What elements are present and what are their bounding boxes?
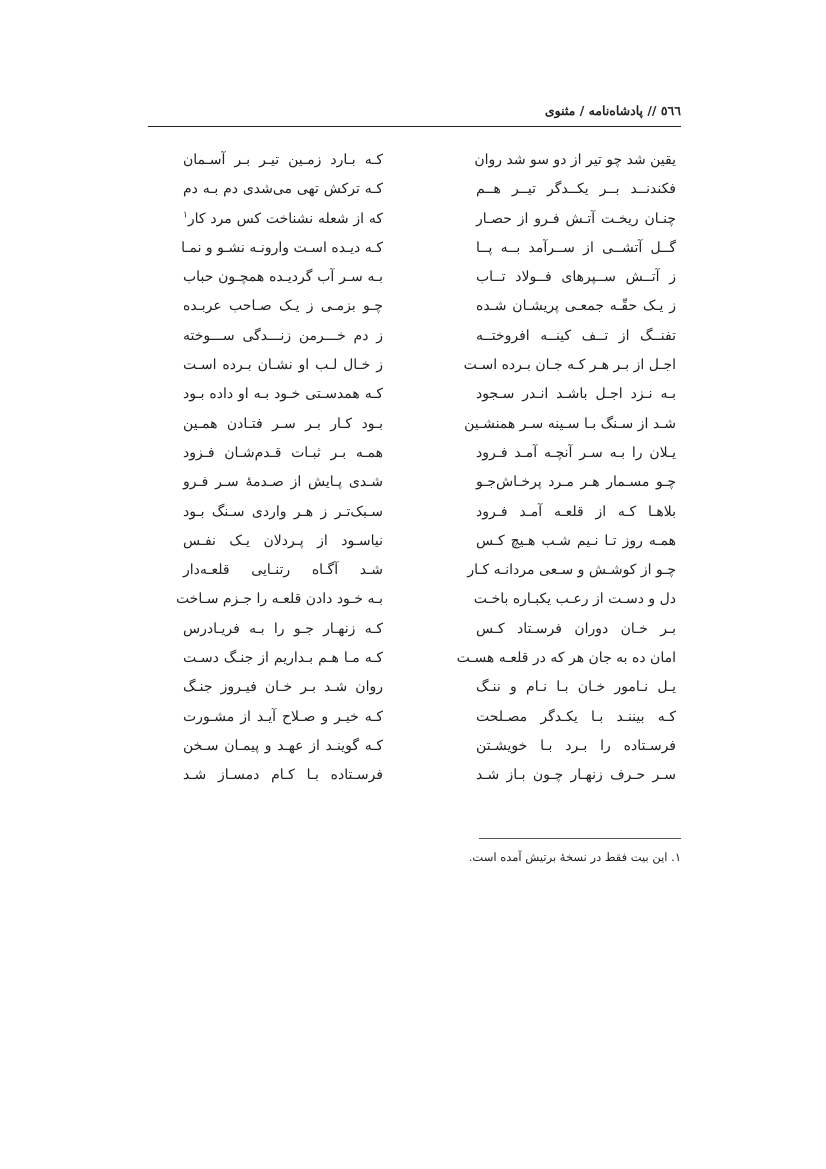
hemistich-left-text: کـه همدسـتی خـود بـه او داده بـود <box>183 386 383 403</box>
hemistich-right: بلاهـا کـه از قلعـه آمـد فـرود <box>476 503 676 520</box>
hemistich-left <box>183 238 383 258</box>
hemistich-left-text: روان شـد بـر خـان فیـروز جنـگ <box>183 679 383 696</box>
hemistich-left-text: همـه بـر ثبـات قـدم‌شـان فـزود <box>183 444 383 461</box>
hemistich-left-text: فرسـتاده بـا کـام دمسـاز شـد <box>183 767 383 784</box>
hemistich-left <box>183 326 383 346</box>
couplet <box>148 703 681 732</box>
running-header <box>148 103 681 123</box>
hemistich-right: ز آتــش ســپرهای فــولاد تــاب <box>476 269 676 286</box>
hemistich-left-text: کـه ترکش تهی می‌شدی دم بـه دم <box>183 181 383 198</box>
hemistich-right: بـر خـان دوران فرسـتاد کـس <box>476 620 676 637</box>
couplet <box>148 351 681 380</box>
couplet <box>148 146 681 175</box>
hemistich-left-text: کـه بـارد زمـین تیـر بـر آسـمان <box>183 152 383 168</box>
hemistich-right: چنـان ریخـت آتـش فـرو از حصـار <box>476 210 676 227</box>
hemistich-left <box>183 384 383 404</box>
hemistich-right: گــل آتشــی از ســرآمد بــه پــا <box>476 239 676 256</box>
hemistich-right: فکندنــد بــر یکــدگر تیــر هــم <box>476 181 676 198</box>
hemistich-left-text: کـه مـا هـم بـداریم از جنـگ دسـت <box>183 650 383 667</box>
footnote-marker: ۱ <box>183 209 188 220</box>
running-title: پادشاه‌نامه / مثنوی <box>544 103 643 118</box>
hemistich-left-text: بـه خـود دادن قلعـه را جـزم سـاخت <box>175 591 383 608</box>
hemistich-left <box>183 414 383 434</box>
hemistich-left-text: بـه سـر آب گردیـده همچـون حباب <box>183 269 383 286</box>
hemistich-left-text: ز دم خـــرمن زنـــدگی ســـوخته <box>183 327 383 344</box>
couplet <box>148 673 681 702</box>
hemistich-left <box>183 179 383 199</box>
couplet <box>148 761 681 790</box>
hemistich-right: کـه بیننـد بـا یکـدگر مصـلحت <box>476 708 676 725</box>
hemistich-left <box>183 619 383 639</box>
hemistich-right: یـل نـامور خـان بـا نـام و ننـگ <box>476 679 676 696</box>
hemistich-left <box>183 736 383 756</box>
hemistich-left <box>175 589 383 609</box>
hemistich-right: چـو از کوشـش و سـعی مردانـه کـار <box>467 562 676 579</box>
header-separator: // <box>647 103 657 118</box>
couplet <box>148 205 681 234</box>
footnote: ۱. این بیت فقط در نسخهٔ برتیش آمده است. <box>468 850 681 864</box>
hemistich-right: دل و دسـت از رعـب یکبـاره باخـت <box>473 591 676 608</box>
header-rule <box>148 126 681 127</box>
hemistich-left <box>183 443 383 463</box>
footnote-rule <box>479 838 681 839</box>
couplet <box>148 527 681 556</box>
hemistich-left <box>183 648 383 668</box>
hemistich-right: امان ده به جان هر که در قلعـه هسـت <box>456 650 676 667</box>
hemistich-left <box>183 707 383 727</box>
hemistich-right: چـو مسـمار هـر مـرد پرخـاش‌جـو <box>476 474 676 491</box>
couplet <box>148 410 681 439</box>
couplet <box>148 732 681 761</box>
hemistich-left <box>183 765 383 785</box>
hemistich-right: شـد از سـنگ بـا سـینه سـر همنشـین <box>464 415 676 432</box>
hemistich-left <box>183 355 383 375</box>
hemistich-right: اجـل از بـر هـر کـه جـان بـرده اسـت <box>463 357 676 374</box>
hemistich-right: همـه روز تـا نـیم شـب هـیچ کـس <box>476 532 676 549</box>
couplet <box>148 292 681 321</box>
hemistich-left <box>183 150 383 170</box>
hemistich-left <box>183 296 383 316</box>
hemistich-left-text: کـه دیـده اسـت وارونـه نشـو و نمـا <box>181 239 383 256</box>
hemistich-left-text: کـه زنهـار جـو را بـه فریـادرس <box>183 620 383 637</box>
hemistich-left <box>183 531 383 551</box>
couplet <box>148 380 681 409</box>
hemistich-right: یقین شد چو تیر از دو سو شد روان <box>474 152 676 168</box>
hemistich-right: فرسـتاده را بـرد بـا خویشـتن <box>476 737 676 754</box>
couplet <box>148 322 681 351</box>
couplet <box>148 644 681 673</box>
poem <box>148 146 681 791</box>
couplet <box>148 263 681 292</box>
hemistich-right: سـر حـرف زنهـار چـون بـاز شـد <box>476 767 676 784</box>
hemistich-right: ز یـک حقّـه جمعـی پریشـان شـده <box>476 298 676 315</box>
couplet <box>148 234 681 263</box>
hemistich-left-text: سـبک‌تـر ز هـر واردی سـنگ بـود <box>183 503 383 520</box>
hemistich-right: یـلان را بـه سـر آنچـه آمـد فـرود <box>476 444 676 461</box>
hemistich-left <box>183 560 383 580</box>
couplet <box>148 556 681 585</box>
hemistich-left-text: شـد آگـاه رتنـایی قلعـه‌دار <box>183 562 383 579</box>
hemistich-left <box>183 267 383 287</box>
couplet <box>148 585 681 614</box>
hemistich-left-text: چـو بزمـی ز یـک صـاحب عربـده <box>183 298 383 315</box>
hemistich-left <box>183 502 383 522</box>
hemistich-left-text: بـود کـار بـر سـر فتـادن همـین <box>183 415 383 432</box>
page-number: ٥٦٦ <box>660 103 681 118</box>
hemistich-left-text: نیاسـود از پـردلان یـک نفـس <box>183 532 383 549</box>
couplet <box>148 439 681 468</box>
hemistich-left-text: کـه گوینـد از عهـد و پیمـان سـخن <box>183 737 383 754</box>
hemistich-left-text: که از شعله نشناخت کس مرد کار <box>187 210 383 227</box>
couplet <box>148 175 681 204</box>
couplet <box>148 615 681 644</box>
couplet <box>148 468 681 497</box>
hemistich-right: بـه نـزد اجـل باشـد انـدر سـجود <box>476 386 676 403</box>
couplet <box>148 498 681 527</box>
hemistich-left-text: کـه خیـر و صـلاح آیـد از مشـورت <box>183 708 383 725</box>
hemistich-left <box>183 677 383 697</box>
hemistich-right: تفنــگ از تــف کینــه افروختــه <box>476 327 676 344</box>
hemistich-left-text: شـدی پـایش از صـدمهٔ سـر فـرو <box>183 474 383 491</box>
hemistich-left <box>183 209 383 229</box>
hemistich-left-text: ز خـال لـب او نشـان بـرده اسـت <box>183 357 383 374</box>
hemistich-left <box>183 472 383 492</box>
